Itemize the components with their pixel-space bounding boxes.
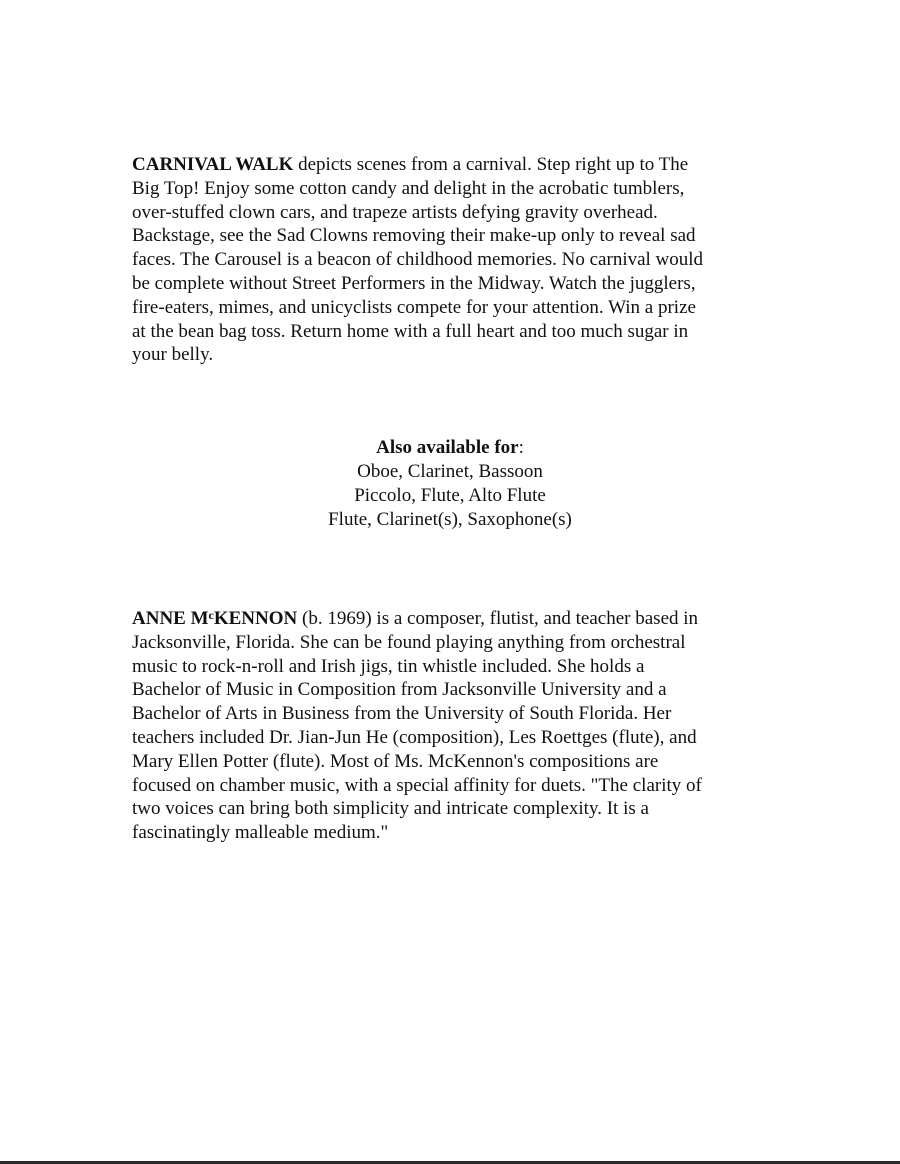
- description-line-3: over-stuffed clown cars, and trapeze artists defying gravity overhead.: [132, 201, 658, 223]
- bio-line-3: music to rock-n-roll and Irish jigs, tin whistle included. She holds a: [132, 655, 645, 677]
- also-available-item: Oboe, Clarinet, Bassoon: [357, 461, 543, 482]
- also-available-item: Flute, Clarinet(s), Saxophone(s): [328, 509, 572, 530]
- also-available-heading: Also available for:: [376, 437, 524, 458]
- description-line-5: faces. The Carousel is a beacon of childhood memories. No carnival would: [132, 249, 704, 271]
- bio-line-2: Jacksonville, Florida. She can be found playing anything from orchestral: [132, 631, 686, 653]
- description-line-1: CARNIVAL WALK depicts scenes from a carnival. Step right up to The: [132, 154, 689, 175]
- bio-line-10: fascinatingly malleable medium.": [132, 822, 389, 844]
- description-line-9: your belly.: [132, 344, 214, 366]
- composer-bio-paragraph: [132, 604, 772, 845]
- composer-name: ANNE $M^cKENNON$: [132, 608, 298, 629]
- bio-line-9: two voices can bring both simplicity and intricate complexity. It is a: [132, 798, 649, 820]
- bio-line-5: Bachelor of Arts in Business from the University of South Florida. Her: [132, 703, 672, 725]
- description-paragraph: [132, 153, 772, 367]
- also-available-item: Piccolo, Flute, Alto Flute: [354, 485, 546, 506]
- description-line-6: be complete without Street Performers in the Midway. Watch the jugglers,: [132, 272, 696, 294]
- bio-line-1: ANNE $M^cKENNON$ (b. 1969) is a composer, flutist, and teacher based in: [132, 608, 699, 629]
- description-line-4: Backstage, see the Sad Clowns removing their make-up only to reveal sad: [132, 225, 696, 247]
- description-line-8: at the bean bag toss. Return home with a full heart and too much sugar in: [132, 320, 689, 342]
- description-line-7: fire-eaters, mimes, and unicyclists compete for your attention. Win a prize: [132, 296, 696, 318]
- bio-line-4: Bachelor of Music in Composition from Jacksonville University and a: [132, 679, 667, 701]
- description-line-2: Big Top! Enjoy some cotton candy and delight in the acrobatic tumblers,: [132, 177, 685, 199]
- bio-line-7: Mary Ellen Potter (flute). Most of Ms. McKennon's compositions are: [132, 750, 659, 772]
- bio-line-8: focused on chamber music, with a special affinity for duets. "The clarity of: [132, 774, 702, 796]
- piece-title: CARNIVAL WALK: [132, 154, 294, 175]
- also-available-section: [0, 436, 900, 532]
- bio-line-6: teachers included Dr. Jian-Jun He (composition), Les Roettges (flute), and: [132, 726, 697, 748]
